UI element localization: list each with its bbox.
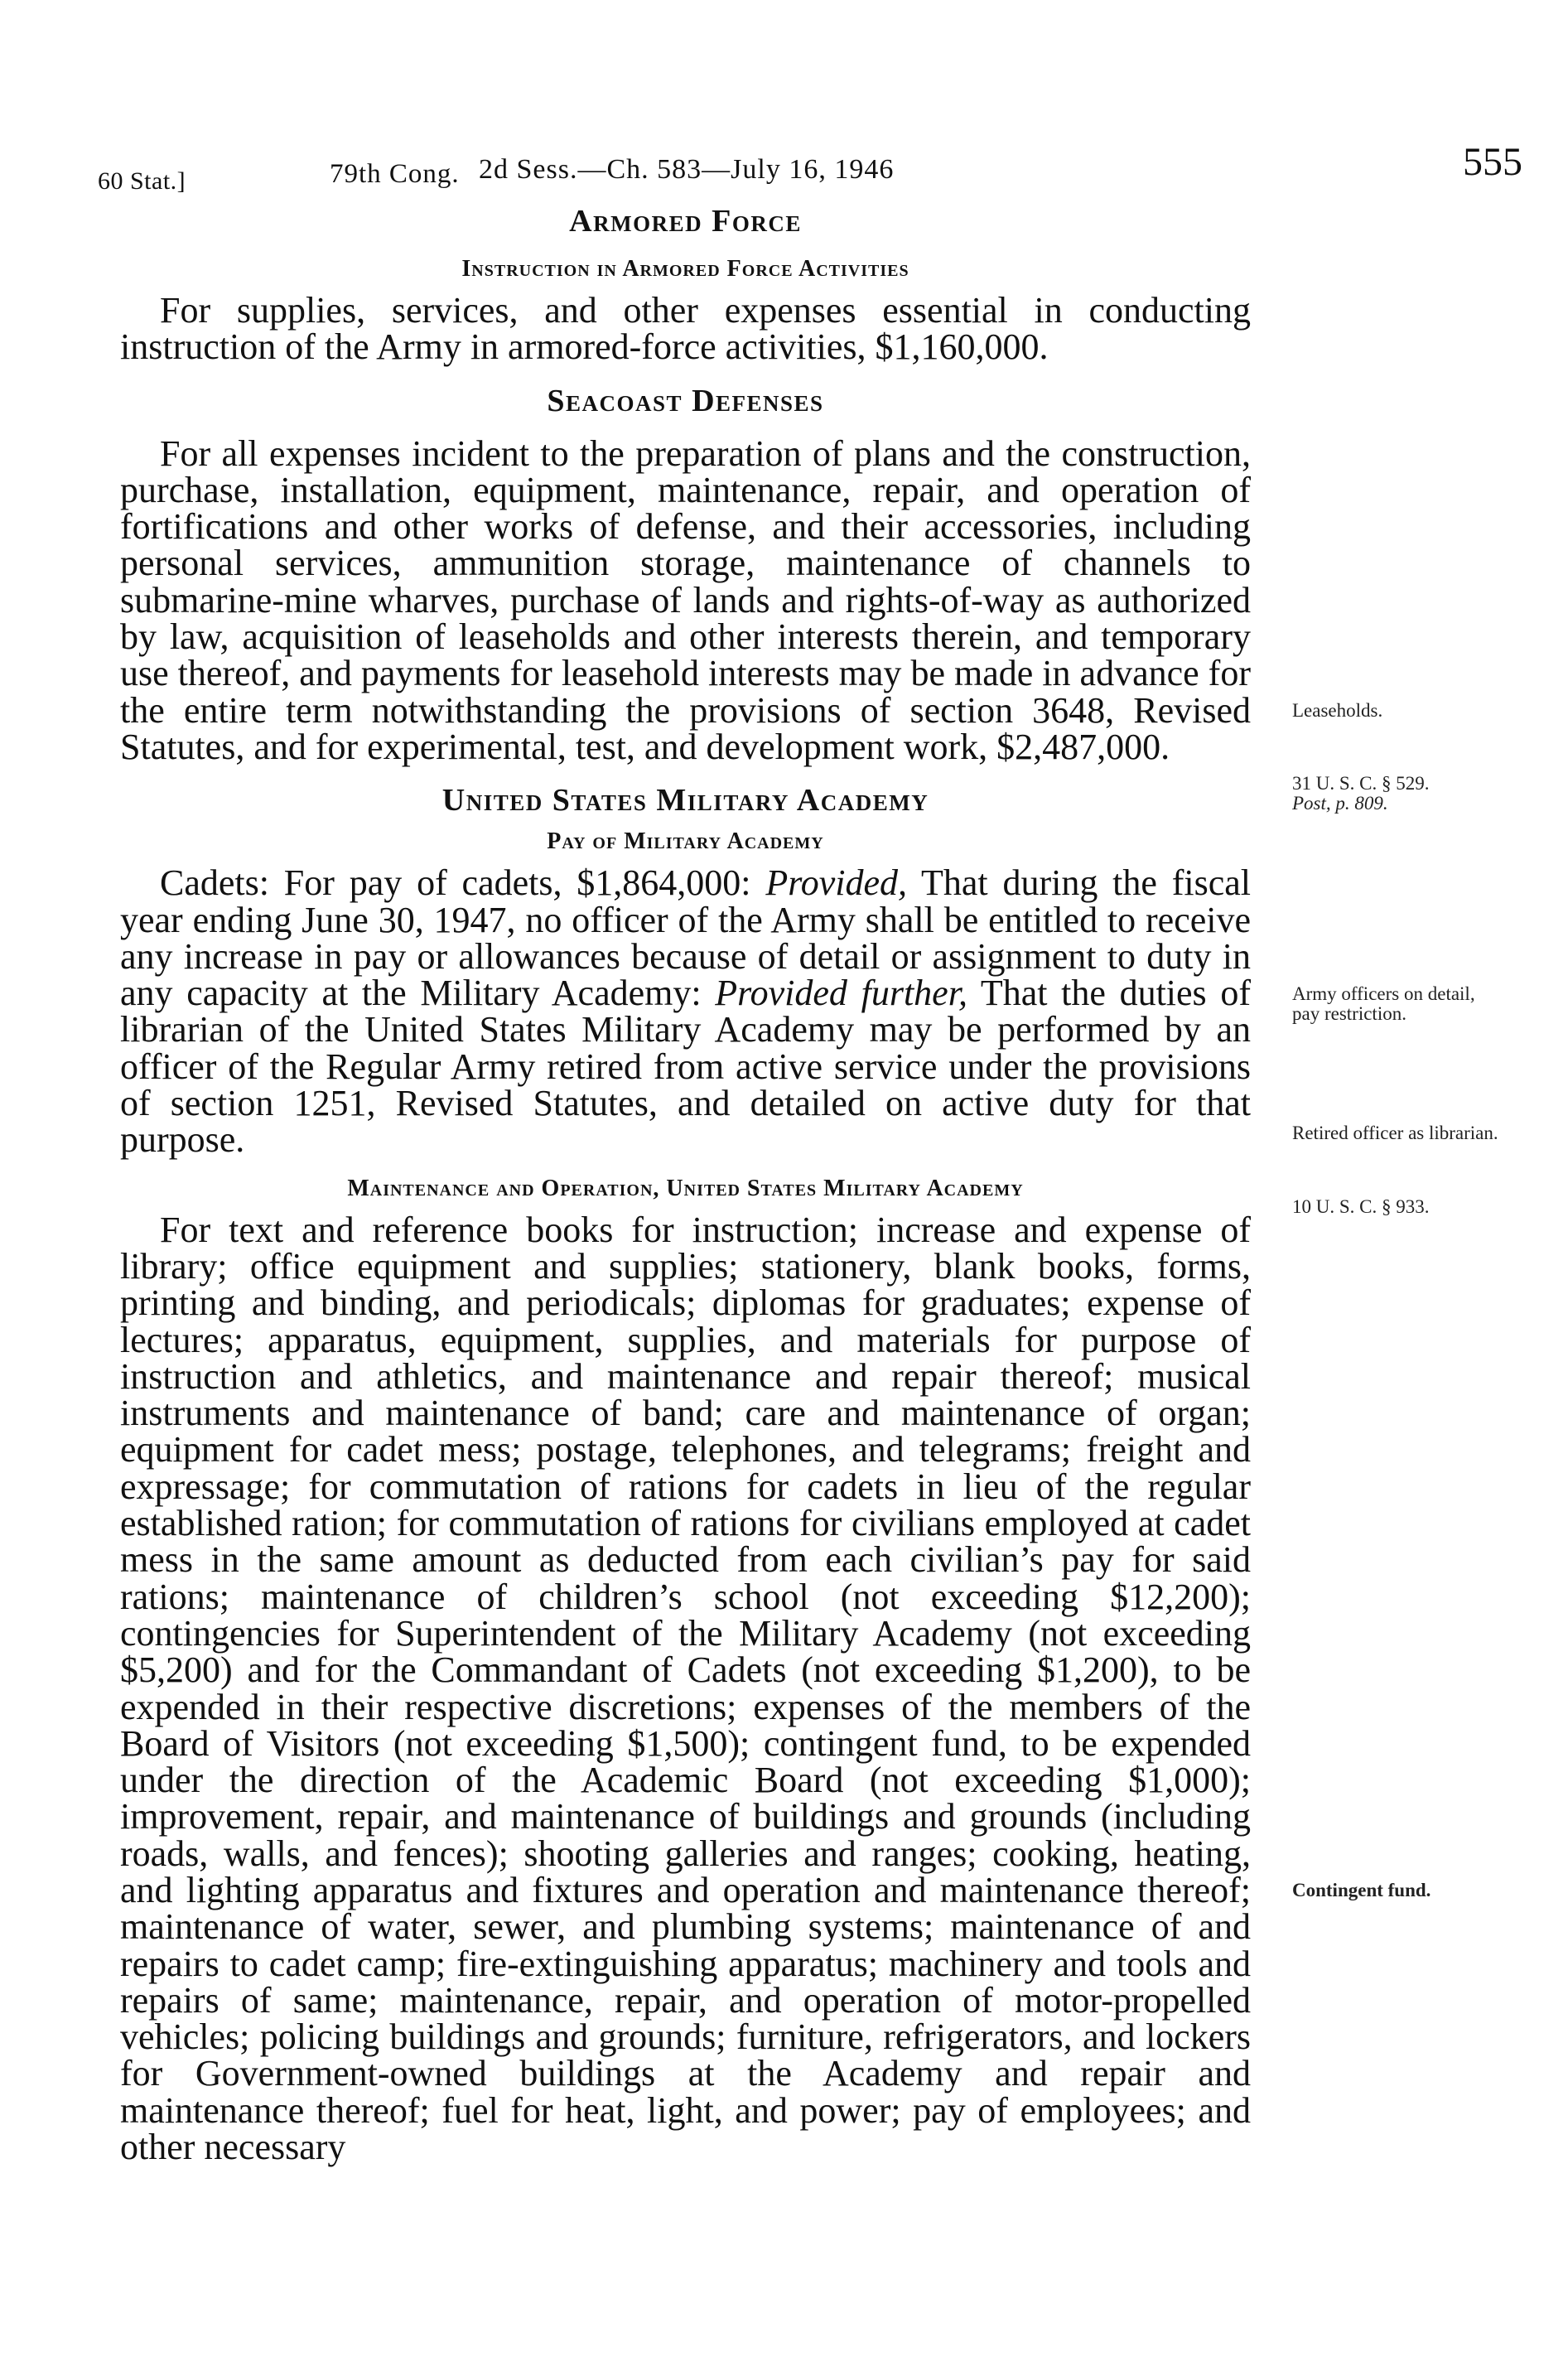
seacoast-defenses-paragraph: For all expenses incident to the preparation of plans and the construction, purchase, installation, equipment, maintenance, repair, and operation of fortifications and other works of defense, and their accessories, including personal services, ammunition storage, maintenance of channels to submarine-mine wharves, purchase of lands and rights-of-way as authorized by law, acquisition of leaseholds and other interests therein, and temporary use thereof, and payments for leasehold interests may be made in advance for the entire term notwithstanding the provisions of section 3648, Revised Statutes, and for experimental, test, and development work, $2,487,000. <box>120 432 1251 767</box>
armored-force-heading: Armored Force <box>569 204 802 239</box>
statute-reference: 60 Stat.] <box>98 167 186 195</box>
running-header <box>98 124 1522 195</box>
seacoast-defenses-heading: Seacoast Defenses <box>547 383 824 418</box>
maintenance-paragraph: For text and reference books for instruction; increase and expense of library; office equipment and supplies; stationery, blank books, forms, printing and binding, and periodicals; diplomas for graduates; expense of lectures; apparatus, equipment, supplies, and materials for purpose of instruction and athletics, and maintenance and repair thereof; musical instruments and maintenance of band; care and maintenance of organ; equipment for cadet mess; postage, telephones, and telegrams; freight and expressage; for commutation of rations for cadets in lieu of the regular established ration; for commutation of rations for civilians employed at cadet mess in the same amount as deducted from each civilian’s pay for said rations; maintenance of children’s school (not exceeding $12,200); contingencies for Superintendent of the Military Academy (not exceeding $5,200) and for the Commandant of Cadets (not exceeding $1,200), to be expended in their respective discretions; expenses of the members of the Board of Visitors (not exceeding $1,500); contingent fund, to be expended under the direction of the Academic Board (not exceeding $1,000); improvement, repair, and maintenance of buildings and grounds (including roads, walls, and fences); shooting galleries and ranges; cooking, heating, and lighting apparatus and fixtures and operation and maintenance thereof; maintenance of water, sewer, and plumbing systems; maintenance of and repairs to cadet camp; fire-extinguishing apparatus; machinery and tools and repairs of same; maintenance, repair, and operation of motor-propelled vehicles; policing buildings and grounds; furniture, refrigerators, and lockers for Government-owned buildings at the Academy and repair and maintenance thereof; fuel for heat, light, and power; pay of employees; and other necessary <box>120 1209 1251 2168</box>
armored-force-paragraph: For supplies, services, and other expenses essential in conducting instruction of the Army in armored-force activities, $1,160,000. <box>120 290 1251 368</box>
cadets-pay-text-3: That the duties of librarian of the United States Military Academy may be performed by an officer of the Regular Army retired from active service under the provisions of section 1251, Revised Statutes, and detailed on active duty for that purpose. <box>120 973 1252 1161</box>
margin-note-post-ref: Post, p. 809. <box>1292 793 1388 814</box>
margin-note-usc-529: 31 U. S. C. § 529. <box>1292 773 1430 794</box>
provided-proviso: Provided, <box>765 862 907 904</box>
cadets-pay-text-1: Cadets: For pay of cadets, $1,864,000: <box>160 862 766 904</box>
session-chapter-date: 2d Sess.—Ch. 583—July 16, 1946 <box>479 154 895 185</box>
margin-note-contingent-fund: Contingent fund. <box>1292 1880 1431 1900</box>
pay-of-academy-subheading: Pay of Military Academy <box>547 828 824 855</box>
armored-instruction-subheading: Instruction in Armored Force Activities <box>461 256 909 282</box>
page-number: 555 <box>1463 140 1522 184</box>
congress-label: 79th Cong. <box>330 159 460 189</box>
document-body <box>120 203 1251 2166</box>
military-academy-heading: United States Military Academy <box>441 783 929 819</box>
cadets-pay-paragraph <box>120 862 1252 1161</box>
margin-note-usc-933: 10 U. S. C. § 933. <box>1292 1196 1430 1217</box>
margin-note-leaseholds: Leaseholds. <box>1292 700 1383 721</box>
margin-note-retired-officer: Retired officer as librarian. <box>1292 1123 1498 1143</box>
margin-note-army-officers: Army officers on detail, pay restriction. <box>1292 983 1475 1024</box>
provided-further-proviso: Provided further, <box>715 973 967 1014</box>
maintenance-operation-subheading: Maintenance and Operation, United States Military Academy <box>347 1175 1024 1201</box>
cadets-pay-text-2: That during the fiscal year ending June 30, 1947, no officer of the Army shall be entitled to receive any increase in pay or allowances because of detail or assignment to duty in any capacity at the Military Academy: <box>120 862 1251 1014</box>
